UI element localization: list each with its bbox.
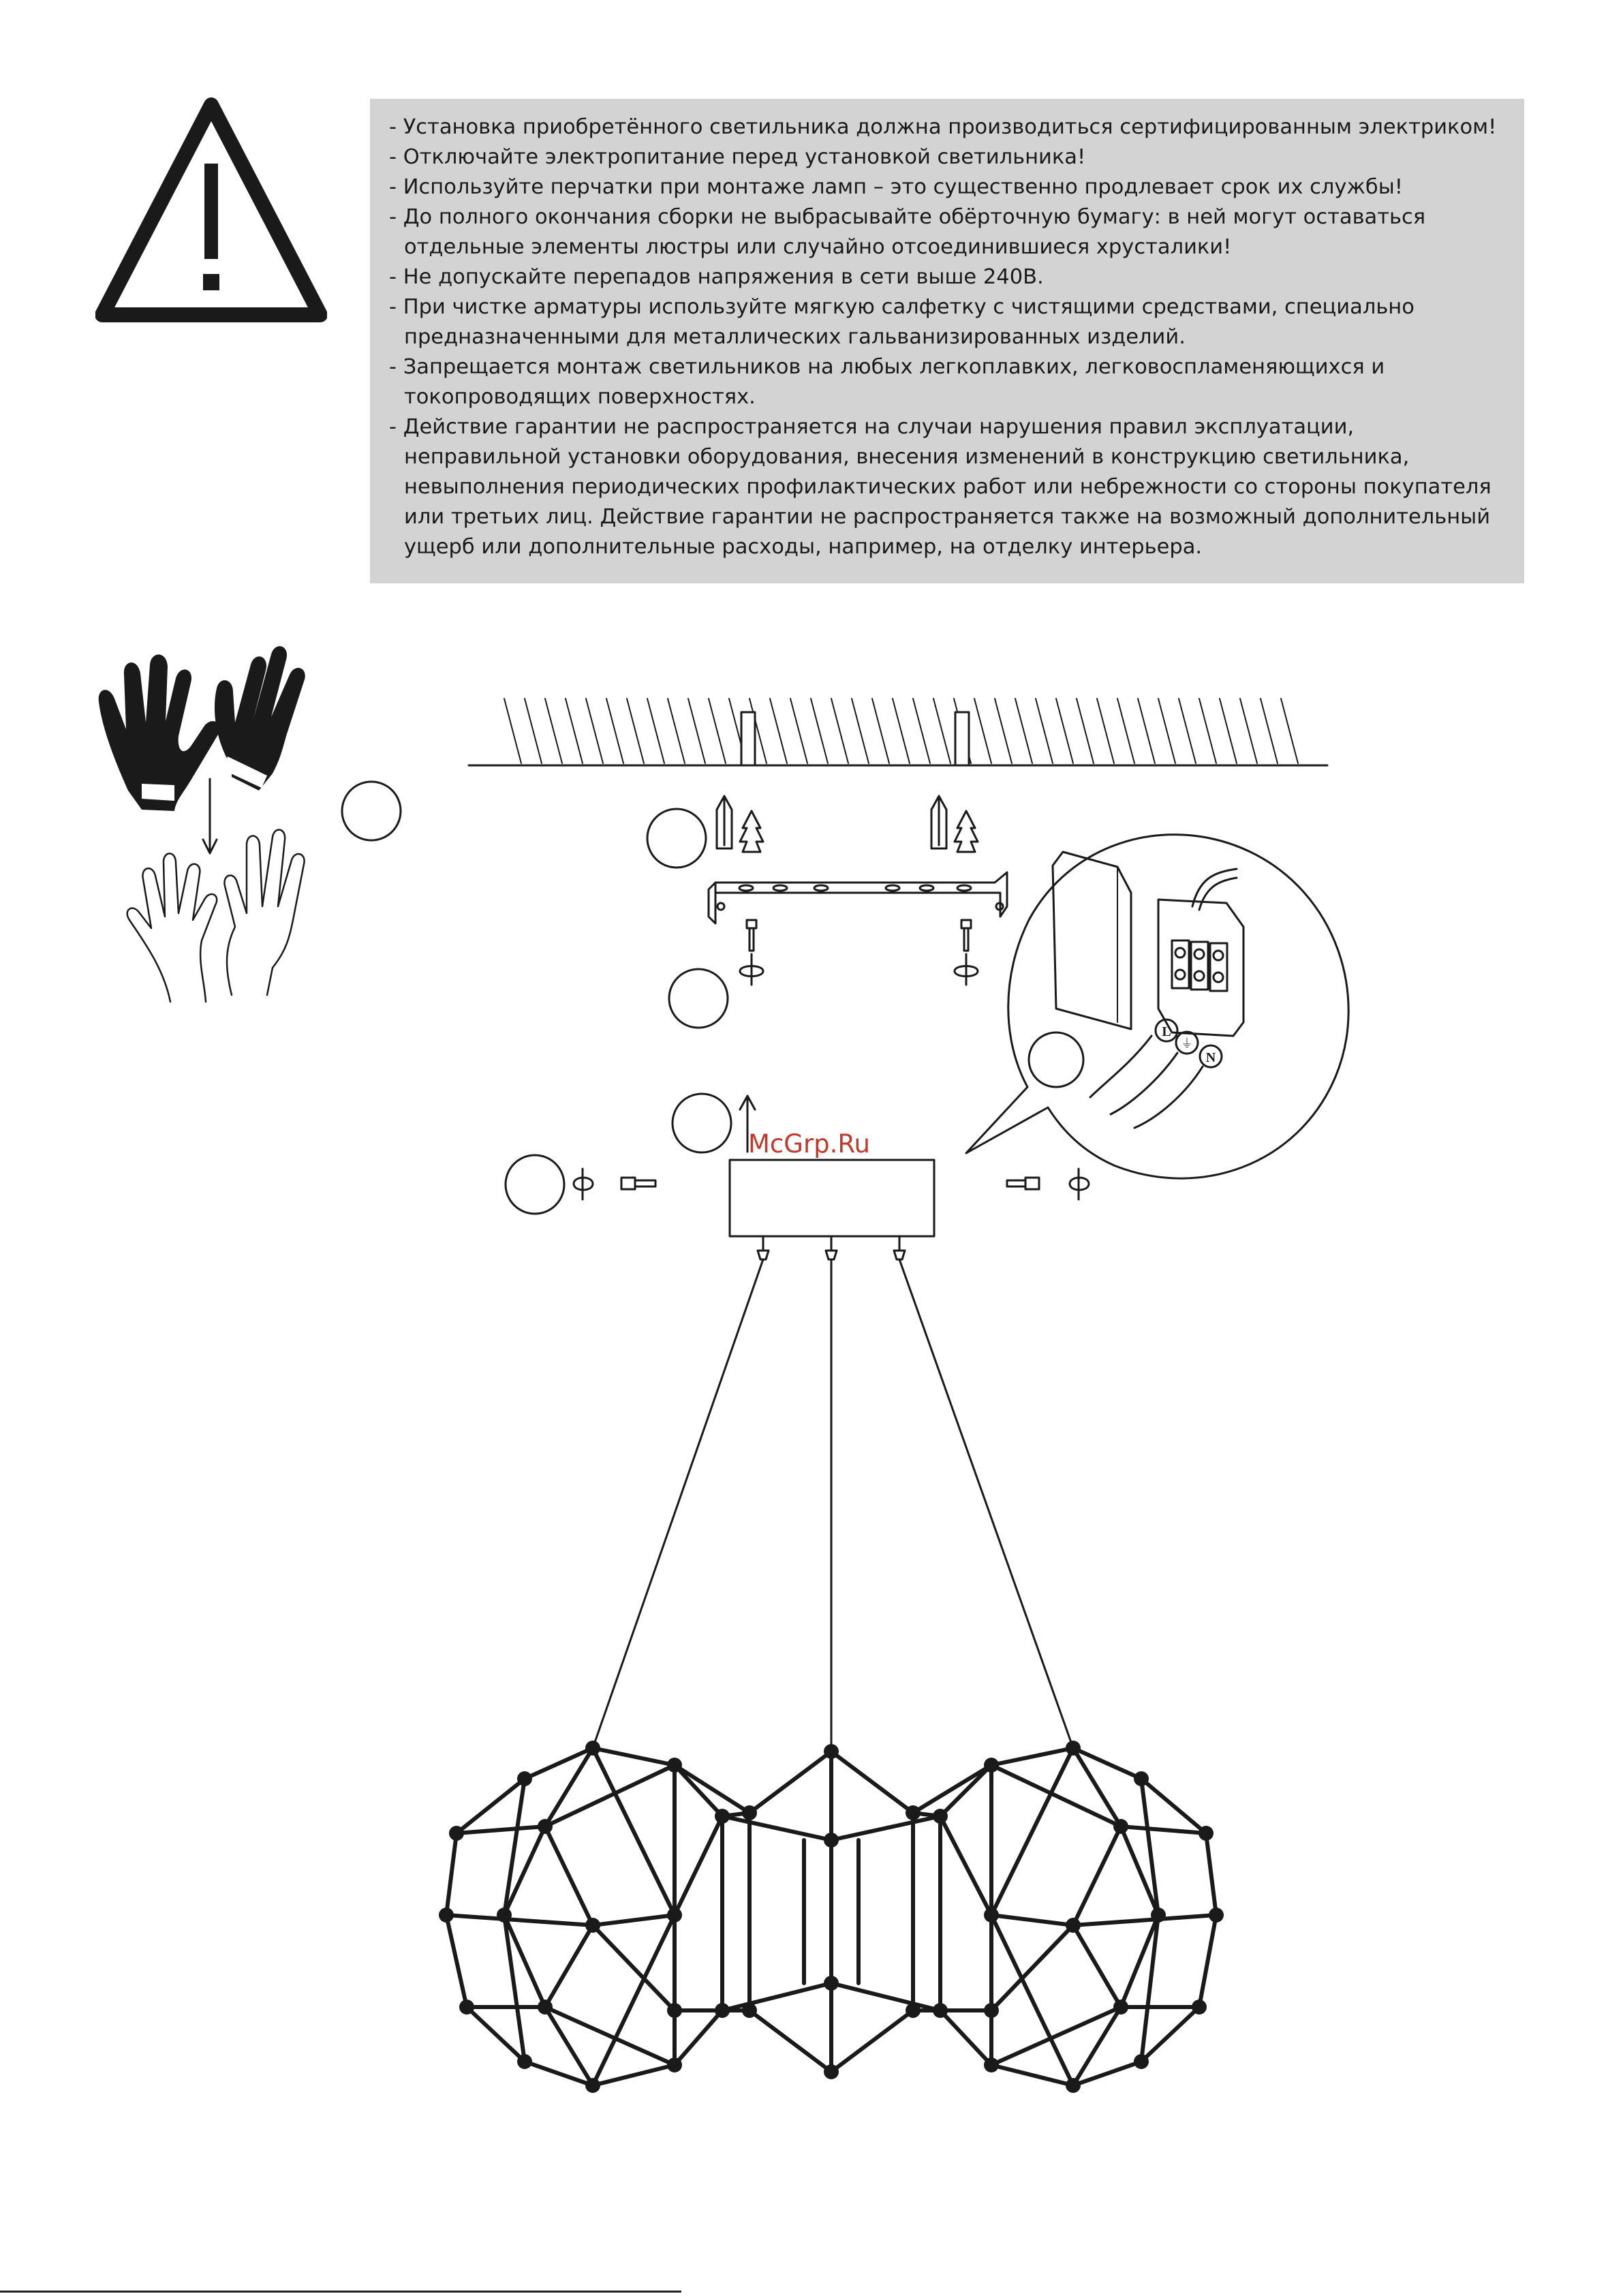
rotate-icon [740,954,978,985]
footer-line [0,2291,681,2293]
ground-icon: ⏚ [1181,1037,1193,1051]
live-label: L [1162,1024,1171,1039]
note-item: - Установка приобретённого светильника должна производиться сертифицированным электриком! [389,115,1497,139]
note-item: - При чистке арматуры используйте мягкую салфетку с чистящими средствами, специально предназначенными для металлических гальванизированных изделий. [389,295,1415,349]
step-circle [342,782,401,840]
suspension-wires [593,1236,1073,1751]
note-item: - Используйте перчатки при монтаже ламп – это существенно продлевает срок их службы! [389,175,1404,199]
note-item: - Отключайте электропитание перед установкой светильника! [389,145,1086,169]
note-item: - Запрещается монтаж светильников на любых легкоплавких, легковоспламеняющихся и токопроводящих поверхностях. [389,355,1385,409]
note-item: - Действие гарантии не распространяется на случаи нарушения правил эксплуатации, неправильной установки оборудования, внесения изменений в конструкцию светильника, невыполнения периодических профилактических работ или небрежности со стороны покупателя или третьих лиц. Действие гарантии не распространяется также на возможный дополнительный ущерб или дополнительные расходы, например, на отделку интерьера. [389,415,1491,559]
mounting-bracket [709,872,1007,923]
watermark: McGrp.Ru [748,1129,870,1159]
note-item: - До полного окончания сборки не выбрасывайте обёрточную бумагу: в ней могут оставаться отдельные элементы люстры или случайно отсоединившиеся хрусталики! [389,205,1426,259]
neutral-label: N [1205,1050,1216,1065]
screw-icon [747,920,971,951]
note-item: - Не допускайте перепадов напряжения в сети выше 240В. [389,265,1044,289]
step-circle [647,809,706,868]
chandelier-body [446,1748,1216,2085]
step-circle [506,1155,564,1214]
wall-plug-icon [740,811,978,852]
gloves-icon [99,646,305,811]
hands-icon [127,829,305,1002]
canopy [730,1160,934,1236]
step-circle [673,1094,731,1152]
ceiling-hatch [504,699,1298,763]
step-circle [669,969,728,1028]
